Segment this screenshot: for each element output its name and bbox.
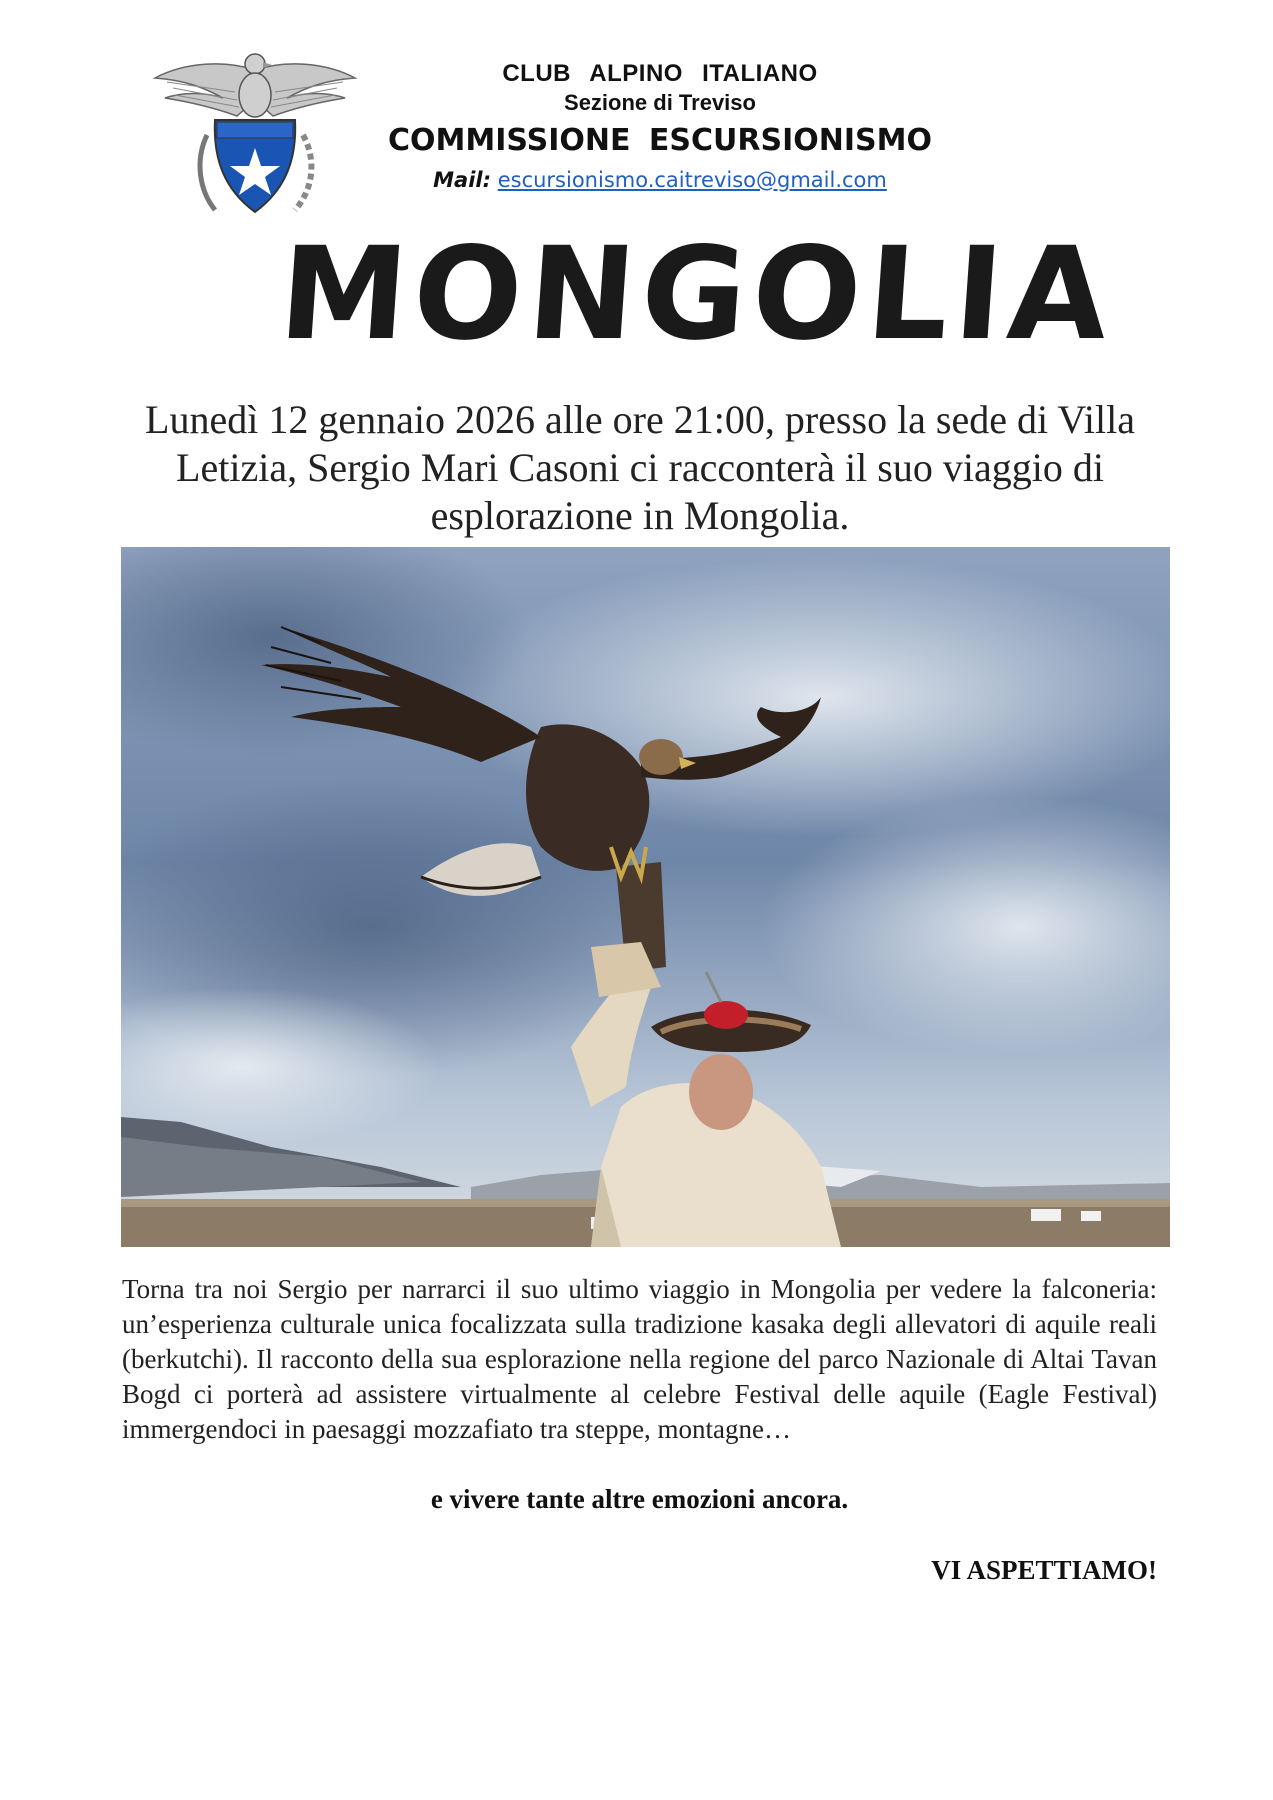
eagle-hunter-image xyxy=(121,547,1170,1247)
cai-emblem-icon xyxy=(145,40,365,225)
highlight-line: e vivere tante altre emozioni ancora. xyxy=(430,1484,849,1514)
mail-line xyxy=(370,168,950,192)
mail-link[interactable]: escursionismo.caitreviso@gmail.com xyxy=(497,168,887,192)
page-title: MONGOLIA xyxy=(274,220,1119,369)
org-name: CLUB ALPINO ITALIANO xyxy=(502,60,818,87)
eagle-hunter-photo xyxy=(121,547,1170,1247)
cai-logo xyxy=(145,40,365,225)
commission-name: COMMISSIONE ESCURSIONISMO xyxy=(387,123,933,158)
mail-label: Mail: xyxy=(433,168,492,192)
event-description: Torna tra noi Sergio per narrarci il suo ultimo viaggio in Mongolia per vedere la falconeria: un’esperienza culturale unica focalizzata sulla tradizione kasaka degli allevatori di aquile reali (berkutchi). Il racconto della sua esplorazione nella regione del parco Nazionale di Altai Tavan Bogd ci porterà ad assistere virtualmente al celebre Festival delle aquile (Eagle Festival) immergendoci in paesaggi mozzafiato tra steppe, montagne… xyxy=(122,1274,1157,1444)
event-announcement: Lunedì 12 gennaio 2026 alle ore 21:00, presso la sede di Villa Letizia, Sergio Mari Casoni ci racconterà il suo viaggio di esplorazione in Mongolia. xyxy=(145,397,1135,538)
closing-line: VI ASPETTIAMO! xyxy=(931,1555,1157,1585)
org-section: Sezione di Treviso xyxy=(564,90,756,115)
